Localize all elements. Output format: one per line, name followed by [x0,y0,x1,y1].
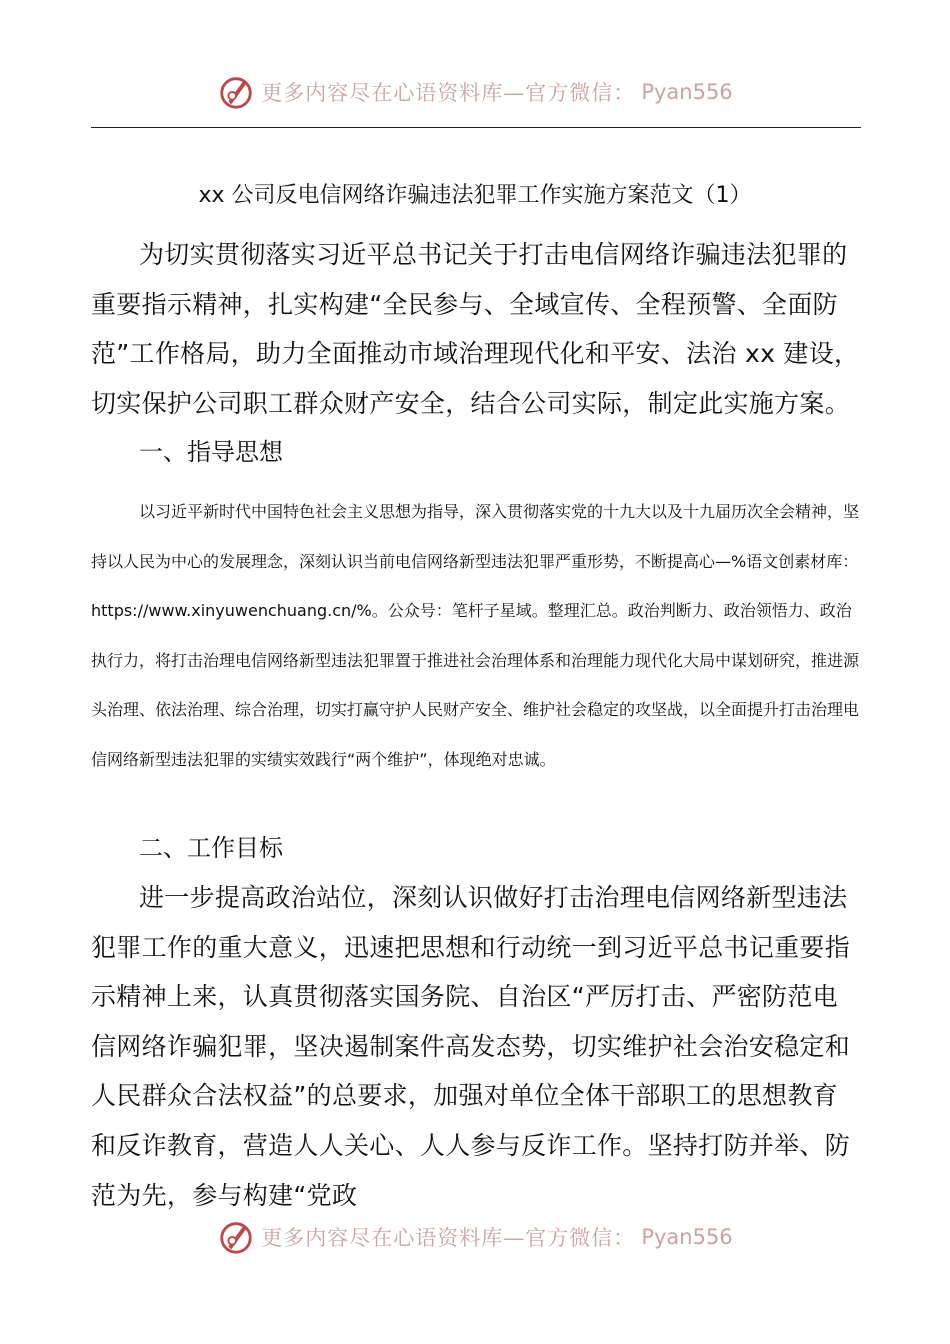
header-wechat-id: Pyan556 [641,80,733,104]
section-heading-work-goals: 二、工作目标 [139,834,283,862]
header-banner-text: 更多内容尽在心语资料库—官方微信： [261,81,636,105]
document-title: xx 公司反电信网络诈骗违法犯罪工作实施方案范文（1） [198,183,752,208]
header-divider [91,127,861,128]
header-banner [0,69,950,115]
guiding-thought-paragraph: 以习近平新时代中国特色社会主义思想为指导，深入贯彻落实党的十九大以及十九届历次全会精神，坚持以人民为中心的发展理念，深刻认识当前电信网络新型违法犯罪严重形势，不断提高心—%语文创素材库：https://www.xinyuwenchuang.cn/%。公众号：笔杆子星域。整理汇总。政治判断力、政治领悟力、政治执行力，将打击治理电信网络新型违法犯罪置于推进社会治理体系和治理能力现代化大局中谋划研究，推进源头治理、依法治理、综合治理，切实打赢守护人民财产安全、维护社会稳定的攻坚战，以全面提升打击治理电信网络新型违法犯罪的实绩实效践行“两个维护”，体现绝对忠诚。 [91,502,860,769]
footer-banner-text: 更多内容尽在心语资料库—官方微信： [261,1226,636,1250]
footer-wechat-id: Pyan556 [641,1225,733,1249]
intro-paragraph: 为切实贯彻落实习近平总书记关于打击电信网络诈骗违法犯罪的重要指示精神，扎实构建“全民参与、全域宣传、全程预警、全面防范”工作格局，助力全面推动市域治理现代化和平安、法治 xx 建设，切实保护公司职工群众财产安全，结合公司实际，制定此实施方案。 [91,240,860,418]
work-goals-paragraph: 进一步提高政治站位，深刻认识做好打击治理电信网络新型违法犯罪工作的重大意义，迅速把思想和行动统一到习近平总书记重要指示精神上来，认真贯彻落实国务院、自治区“严厉打击、严密防范电信网络诈骗犯罪，坚决遏制案件高发态势，切实维护社会治安稳定和人民群众合法权益”的总要求，加强对单位全体干部职工的思想教育和反诈教育，营造人人关心、人人参与反诈工作。坚持打防并举、防范为先，参与构建“党政 [91,883,851,1210]
pen-logo-icon [217,1218,255,1256]
footer-banner [0,1214,950,1260]
pen-logo-icon [217,73,255,111]
section-heading-guiding-thought: 一、指导思想 [139,438,283,466]
